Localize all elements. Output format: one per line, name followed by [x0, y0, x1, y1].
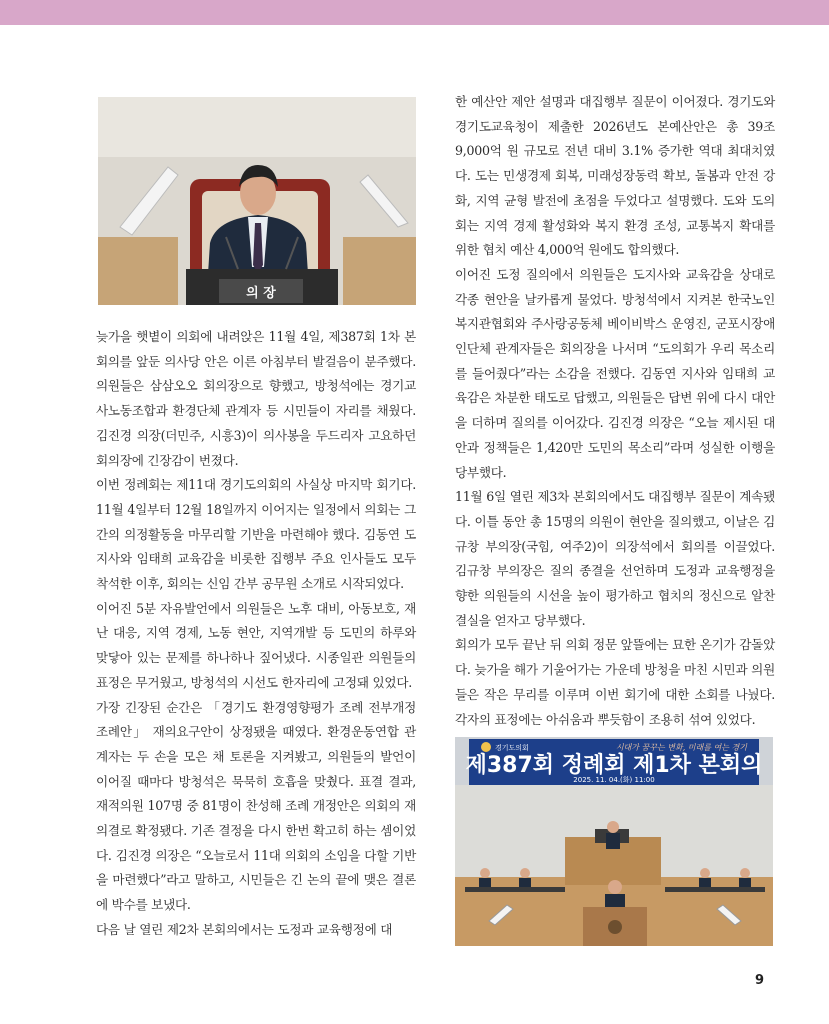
org-name: 경기도의회: [495, 744, 529, 752]
paragraph: 회의가 모두 끝난 뒤 의회 정문 앞뜰에는 묘한 온기가 감돌았다. 늦가을 해가 기울어가는 가운데 방청을 마친 시민과 의원들은 작은 무리를 이루며 이번 회기에 대한 소회를 나눴다. 각자의 표정에는 아쉬움과 뿌듯함이 조용히 섞여 있었다.: [455, 637, 775, 727]
top-color-bar: [0, 0, 829, 25]
paragraph: 다음 날 열린 제2차 본회의에서는 도정과 교육행정에 대: [96, 921, 393, 937]
paragraph: 이어진 도정 질의에서 의원들은 도지사와 교육감을 상대로 각종 현안을 날카롭게 물었다. 방청석에서 지켜본 한국노인복지관협회와 주사랑공동체 베이비박스 운영진, 군포시장애인단체 관계자들은 회의장을 나서며 “도의회가 우리 목소리를 들어줬다”라는 소감을 전했다. 김동연 지사와 임태희 교육감은 차분한 태도로 답했고, 의원들은 답변 위에 다시 대안을 더하며 질의를 이어갔다. 김진경 의장은 “오늘 제시된 대안과 정책들은 1,420만 도민의 목소리”라며 성실한 이행을 당부했다.: [455, 266, 775, 480]
banner-date: 2025. 11. 04.(화) 11:00: [573, 776, 655, 784]
speaker-photo: [98, 97, 416, 305]
banner-title: 제387회 정례회 제1차 본회의: [465, 753, 763, 778]
paragraph: 한 예산안 제안 설명과 대집행부 질문이 이어졌다. 경기도와 경기도교육청이 제출한 2026년도 본예산안은 총 39조 9,000억 원 규모로 전년 대비 3.1% 증가한 역대 최대치였다. 도는 민생경제 회복, 미래성장동력 확보, 돌봄과 안전 강화, 지역 균형 발전에 초점을 두었다고 설명했다. 도와 도의회는 지역 경제 활성화와 복지 환경 조성, 교통복지 확대를 위한 협치 예산 4,000억 원에도 합의했다.: [455, 94, 775, 258]
banner-slogan: 시대가 꿈꾸는 변화, 미래를 여는 경기: [615, 743, 747, 752]
paragraph: 이어진 5분 자유발언에서 의원들은 노후 대비, 아동보호, 재난 대응, 지역 경제, 노동 현안, 지역개발 등 도민의 하루와 맞닿아 있는 문제를 하나하나 짚어냈다. 시종일관 의원들의 표정은 무거웠고, 방청석의 시선도 한자리에 고정돼 있었다.: [96, 600, 416, 690]
assembly-hall-photo: [455, 737, 773, 946]
paragraph: 이번 정례회는 제11대 경기도의회의 사실상 마지막 회기다. 11월 4일부터 12월 18일까지 이어지는 일정에서 의회는 그간의 의정활동을 마무리할 기반을 마련해야 했다. 김동연 도지사와 임태희 교육감을 비롯한 집행부 주요 인사들도 모두 착석한 이후, 회의는 신임 간부 공무원 소개로 시작되었다.: [96, 477, 416, 592]
page-number: 9: [755, 973, 765, 988]
paragraph: 늦가을 햇볕이 의회에 내려앉은 11월 4일, 제387회 1차 본회의를 앞둔 의사당 안은 이른 아침부터 발걸음이 분주했다. 의원들은 삼삼오오 회의장으로 향했고, 방청석에는 경기교사노동조합과 환경단체 관계자 등 시민들이 자리를 채웠다. 김진경 의장(더민주, 시흥3)이 의사봉을 두드리자 고요하던 회의장에 긴장감이 번졌다.: [96, 329, 416, 468]
paragraph: 가장 긴장된 순간은 「경기도 환경영향평가 조례 전부개정조례안」 재의요구안이 상정됐을 때였다. 환경운동연합 관계자는 두 손을 모은 채 토론을 지켜봤고, 의원들의 발언이 이어질 때마다 방청석은 묵묵히 호흡을 맞췄다. 표결 결과, 재적의원 107명 중 81명이 찬성해 조례 개정안은 의회의 재의결로 확정됐다. 기존 결정을 다시 한번 확고히 하는 셈이었다. 김진경 의장은 “오늘로서 11대 의회의 소임을 다할 기반을 마련했다”라고 말하고, 시민들은 긴 논의 끝에 맺은 결론에 박수를 보냈다.: [96, 699, 416, 913]
nameplate-label: 의 장: [246, 286, 276, 301]
paragraph: 11월 6일 열린 제3차 본회의에서도 대집행부 질문이 계속됐다. 이틀 동안 총 15명의 의원이 현안을 질의했고, 이날은 김규창 부의장(국힘, 여주2)이 의장석에서 회의를 이끌었다. 김규창 부의장은 질의 종결을 선언하며 도정과 교육행정을 향한 의원들의 시선을 높이 평가하고 협치의 정신으로 알찬 결실을 얻자고 당부했다.: [455, 489, 775, 628]
article-left-column: [96, 325, 416, 943]
article-right-column: [455, 90, 775, 732]
